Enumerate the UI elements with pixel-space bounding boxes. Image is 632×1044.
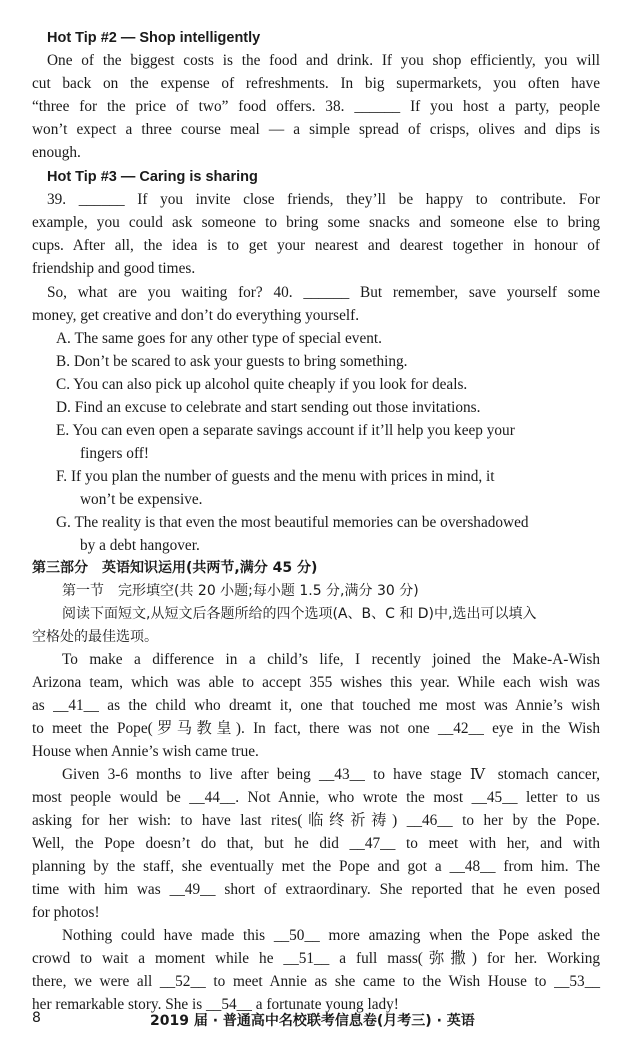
cloze-line-3: as __41__ as the child who dreamt it, one that touched me most was Annie’s wish <box>32 697 600 714</box>
option-d <box>56 397 480 419</box>
option-e-cont: fingers off! <box>80 445 149 462</box>
cloze-line-15: there, we were all __52__ to meet Annie as she came to the Wish House to __53__ <box>32 973 600 990</box>
cloze-line-16: her remarkable story. She is __54__ a fortunate young lady! <box>32 996 399 1013</box>
option-letter: C. <box>56 376 71 393</box>
option-letter: E. <box>56 422 70 439</box>
cloze-line-4: to meet the Pope(罗马教皇). In fact, there was not one __42__ eye in the Wish <box>32 720 600 737</box>
option-text: Don’t be scared to ask your guests to bring something. <box>73 353 408 370</box>
option-letter: A. <box>56 330 71 347</box>
option-text: You can also pick up alcohol quite cheaply if you look for deals. <box>73 376 468 393</box>
page-number: 8 <box>32 1010 41 1026</box>
cloze-line-5: House when Annie’s wish came true. <box>32 743 259 760</box>
tip2-line-1: One of the biggest costs is the food and drink. If you shop efficiently, you will <box>47 52 600 69</box>
option-f-cont: won’t be expensive. <box>80 491 203 508</box>
tip2-line-5: enough. <box>32 144 81 161</box>
option-text: If you plan the number of guests and the menu with prices in mind, it <box>70 468 495 485</box>
tip3-line-5: So, what are you waiting for? 40. ______ But remember, save yourself some <box>47 284 600 301</box>
cloze-line-9: Well, the Pope doesn’t do that, but he did __47__ to meet with her, and with <box>32 835 600 852</box>
cloze-line-13: Nothing could have made this __50__ more amazing when the Pope asked the <box>62 927 600 944</box>
tip3-line-2: example, you could ask someone to bring some snacks and someone else to bring <box>32 214 600 231</box>
option-letter: F. <box>56 468 68 485</box>
option-c <box>56 374 467 396</box>
option-g <box>56 512 529 534</box>
option-text: The same goes for any other type of special event. <box>74 330 382 347</box>
tip3-line-6: money, get creative and don’t do everything yourself. <box>32 307 360 324</box>
section1-heading: 第一节 完形填空(共 20 小题;每小题 1.5 分,满分 30 分) <box>62 583 419 599</box>
option-a <box>56 328 382 350</box>
option-f <box>56 466 495 488</box>
tip3-line-1: 39. ______ If you invite close friends, they’ll be happy to contribute. For <box>47 191 600 208</box>
cloze-line-2: Arizona team, which was able to accept 355 wishes this year. While each wish was <box>32 674 600 691</box>
option-letter: G. <box>56 514 71 531</box>
tip2-line-2: cut back on the expense of refreshments. In big supermarkets, you often have <box>32 75 600 92</box>
option-e <box>56 420 515 442</box>
tip3-heading: Hot Tip #3 — Caring is sharing <box>47 169 258 185</box>
option-g-cont: by a debt hangover. <box>80 537 200 554</box>
option-letter: B. <box>56 353 71 370</box>
cloze-line-14: crowd to wait a moment while he __51__ a full mass(弥撒) for her. Working <box>32 950 600 967</box>
instruction-line-2: 空格处的最佳选项。 <box>32 629 158 645</box>
option-text: You can even open a separate savings account if it’ll help you keep your <box>72 422 515 439</box>
option-text: The reality is that even the most beautiful memories can be overshadowed <box>74 514 529 531</box>
cloze-line-7: most people would be __44__. Not Annie, who wrote the most __45__ letter to us <box>32 789 600 806</box>
option-text: Find an excuse to celebrate and start sending out those invitations. <box>74 399 481 416</box>
cloze-line-1: To make a difference in a child’s life, I recently joined the Make-A-Wish <box>62 651 600 668</box>
tip2-heading: Hot Tip #2 — Shop intelligently <box>47 30 261 46</box>
cloze-line-8: asking for her wish: to have last rites(临终祈祷) __46__ to her by the Pope. <box>32 812 600 829</box>
option-letter: D. <box>56 399 71 416</box>
instruction-line-1: 阅读下面短文,从短文后各题所给的四个选项(A、B、C 和 D)中,选出可以填入 <box>62 606 537 622</box>
tip2-line-3: “three for the price of two” food offers. 38. ______ If you host a party, people <box>32 98 600 115</box>
cloze-line-11: time with him was __49__ short of extraordinary. She reported that he even posed <box>32 881 600 898</box>
option-b <box>56 351 408 373</box>
cloze-line-12: for photos! <box>32 904 100 921</box>
cloze-line-6: Given 3-6 months to live after being __43__ to have stage Ⅳ stomach cancer, <box>62 766 600 783</box>
tip3-line-4: friendship and good times. <box>32 260 196 277</box>
footer-title: 2019 届 · 普通高中名校联考信息卷(月考三) · 英语 <box>150 1013 475 1029</box>
part3-heading: 第三部分 英语知识运用(共两节,满分 45 分) <box>32 560 318 576</box>
tip3-line-3: cups. After all, the idea is to get your nearest and dearest together in honour of <box>32 237 600 254</box>
tip2-line-4: won’t expect a three course meal — a simple spread of crisps, olives and dips is <box>32 121 600 138</box>
cloze-line-10: planning by the staff, she eventually met the Pope and got a __48__ from him. The <box>32 858 600 875</box>
